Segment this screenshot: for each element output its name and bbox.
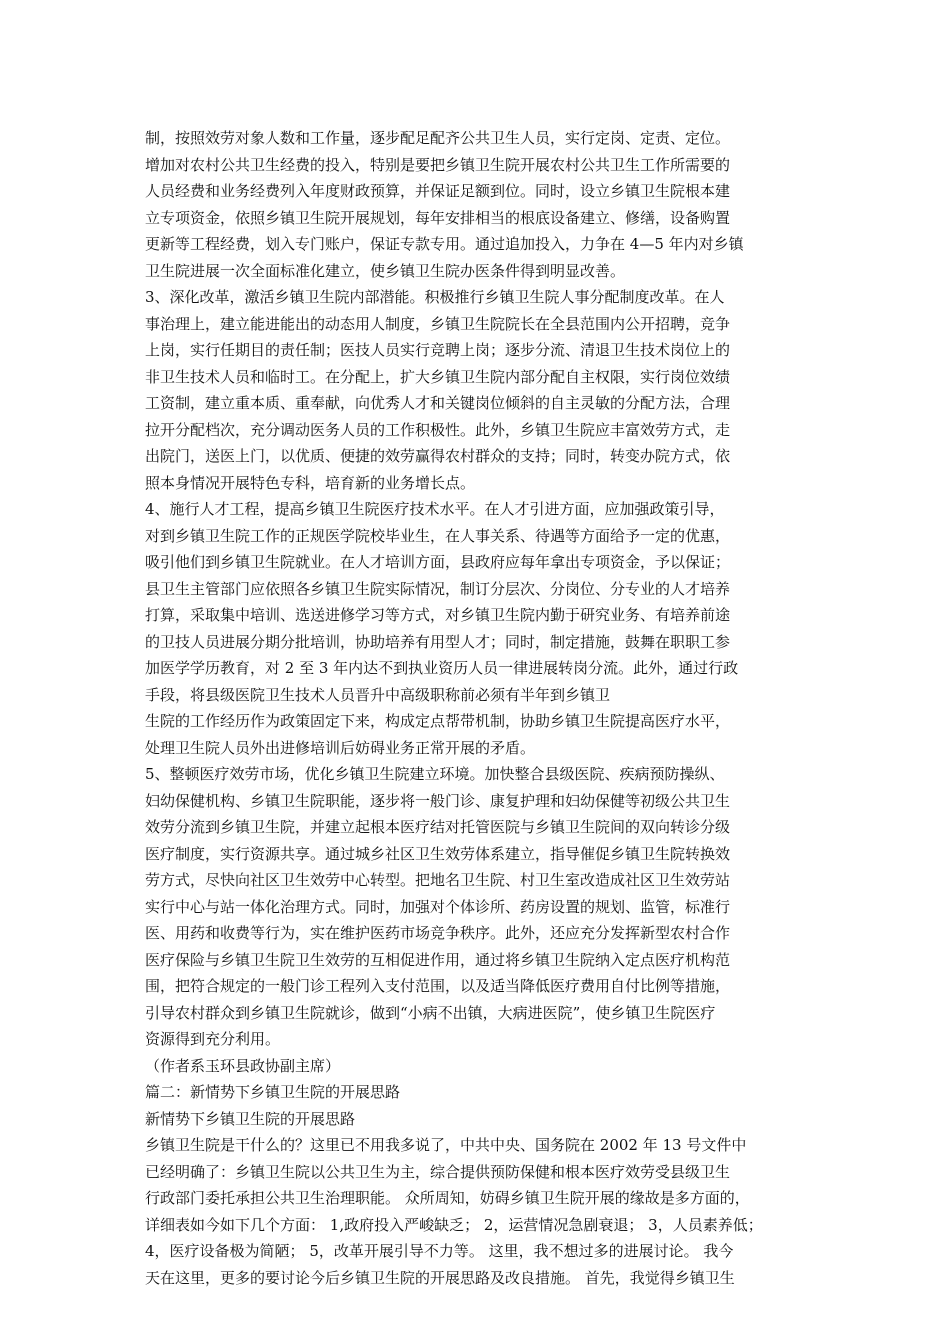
text-line: 引导农村群众到乡镇卫生院就诊，做到“小病不出镇，大病进医院”，使乡镇卫生院医疗 xyxy=(145,1003,716,1022)
text-line: 资源得到充分利用。 xyxy=(145,1030,281,1048)
text-line: 吸引他们到乡镇卫生院就业。在人才培训方面，县政府应每年拿出专项资金，予以保证； xyxy=(145,553,731,571)
text-line: 处理卫生院人员外出进修培训后妨碍业务正常开展的矛盾。 xyxy=(145,738,536,757)
text-line: 增加对农村公共卫生经费的投入，特别是要把乡镇卫生院开展农村公共卫生工作所需要的 xyxy=(145,155,731,174)
text-line: 工资制，建立重本质、重奉献，向优秀人才和关键岗位倾斜的自主灵敏的分配方法，合理 xyxy=(145,394,731,412)
text-line: 制，按照效劳对象人数和工作量，逐步配足配齐公共卫生人员，实行定岗、定责、定位。 xyxy=(145,129,731,147)
text-line: 围，把符合规定的一般门诊工程列入支付范围，以及适当降低医疗费用自付比例等措施， xyxy=(145,977,731,995)
text-line: 对到乡镇卫生院工作的正规医学院校毕业生，在人事关系、待遇等方面给予一定的优惠， xyxy=(145,526,731,545)
text-line: 医疗保险与乡镇卫生院卫生效劳的互相促进作用，通过将乡镇卫生院纳入定点医疗机构范 xyxy=(145,950,731,969)
text-line: 人员经费和业务经费列入年度财政预算，并保证足额到位。同时，设立乡镇卫生院根本建 xyxy=(145,182,731,200)
text-line: 上岗，实行任期目的责任制；医技人员实行竞聘上岗；逐步分流、清退卫生技术岗位上的 xyxy=(145,341,731,359)
text-line: 已经明确了：乡镇卫生院以公共卫生为主，综合提供预防保健和根本医疗效劳受县级卫生 xyxy=(145,1162,731,1181)
text-line: 医、用药和收费等行为，实在维护医药市场竞争秩序。此外，还应充分发挥新型农村合作 xyxy=(145,924,731,942)
text-line: 详细表如今如下几个方面： 1,政府投入严峻缺乏； 2，运营情况急剧衰退； 3，人员素养低； xyxy=(145,1215,763,1234)
text-line: 天在这里，更多的要讨论今后乡镇卫生院的开展思路及改良措施。 首先，我觉得乡镇卫生 xyxy=(145,1268,735,1287)
section-heading: 篇二：新情势下乡镇卫生院的开展思路 xyxy=(145,1083,401,1101)
text-line: 卫生院进展一次全面标准化建立，使乡镇卫生院办医条件得到明显改善。 xyxy=(145,261,626,280)
text-line: 3、深化改革，激活乡镇卫生院内部潜能。积极推行乡镇卫生院人事分配制度改革。在人 xyxy=(145,288,725,306)
text-line: 更新等工程经费，划入专门账户，保证专款专用。通过追加投入，力争在 4—5 年内对乡镇 xyxy=(145,235,744,253)
text-line: 劳方式，尽快向社区卫生效劳中心转型。把地名卫生院、村卫生室改造成社区卫生效劳站 xyxy=(145,871,731,889)
text-line: 医疗制度，实行资源共享。通过城乡社区卫生效劳体系建立，指导催促乡镇卫生院转换效 xyxy=(145,844,731,863)
text-line: 乡镇卫生院是干什么的？这里已不用我多说了，中共中央、国务院在 2002 年 13 号文件中 xyxy=(145,1136,747,1154)
author-note: （作者系玉环县政协副主席） xyxy=(145,1056,341,1075)
text-line: 打算，采取集中培训、选送进修学习等方式，对乡镇卫生院内勤于研究业务、有培养前途 xyxy=(145,606,731,624)
text-line: 事治理上，建立能进能出的动态用人制度，乡镇卫生院院长在全县范围内公开招聘，竞争 xyxy=(145,314,731,333)
text-line: 非卫生技术人员和临时工。在分配上，扩大乡镇卫生院内部分配自主权限，实行岗位效绩 xyxy=(145,367,731,386)
text-line: 行政部门委托承担公共卫生治理职能。 众所周知，妨碍乡镇卫生院开展的缘故是多方面的， xyxy=(145,1189,750,1207)
text-line: 县卫生主管部门应依照各乡镇卫生院实际情况，制订分层次、分岗位、分专业的人才培养 xyxy=(145,579,731,598)
text-line: 4，医疗设备极为简陋； 5，改革开展引导不力等。 这里，我不想过多的进展讨论。 我今 xyxy=(145,1242,734,1260)
text-line: 立专项资金，依照乡镇卫生院开展规划，每年安排相当的根底设备建立、修缮，设备购置 xyxy=(145,208,731,227)
text-line: 妇幼保健机构、乡镇卫生院职能，逐步将一般门诊、康复护理和妇幼保健等初级公共卫生 xyxy=(145,791,731,810)
text-line: 出院门，送医上门，以优质、便捷的效劳赢得农村群众的支持；同时，转变办院方式，依 xyxy=(145,447,731,465)
text-line: 照本身情况开展特色专科，培育新的业务增长点。 xyxy=(145,473,476,492)
text-line: 拉开分配档次，充分调动医务人员的工作积极性。此外，乡镇卫生院应丰富效劳方式，走 xyxy=(145,420,731,439)
text-line: 4、施行人才工程，提高乡镇卫生院医疗技术水平。在人才引进方面，应加强政策引导， xyxy=(145,500,725,518)
text-line: 实行中心与站一体化治理方式。同时，加强对个体诊所、药房设置的规划、监管，标准行 xyxy=(145,897,731,916)
text-line: 生院的工作经历作为政策固定下来，构成定点帮带机制，协助乡镇卫生院提高医疗水平， xyxy=(145,712,731,730)
article-title: 新情势下乡镇卫生院的开展思路 xyxy=(145,1109,356,1128)
text-line: 加医学学历教育，对 2 至 3 年内达不到执业资历人员一律进展转岗分流。此外，通过行政 xyxy=(145,659,739,677)
text-line: 效劳分流到乡镇卫生院，并建立起根本医疗结对托管医院与乡镇卫生院间的双向转诊分级 xyxy=(145,818,731,836)
text-line: 5、整顿医疗效劳市场，优化乡镇卫生院建立环境。加快整合县级医院、疾病预防操纵、 xyxy=(145,765,725,783)
document-body xyxy=(145,125,825,1291)
text-line: 手段，将县级医院卫生技术人员晋升中高级职称前必须有半年到乡镇卫 xyxy=(145,685,611,704)
text-line: 的卫技人员进展分期分批培训，协助培养有用型人才；同时，制定措施，鼓舞在职职工参 xyxy=(145,632,731,651)
